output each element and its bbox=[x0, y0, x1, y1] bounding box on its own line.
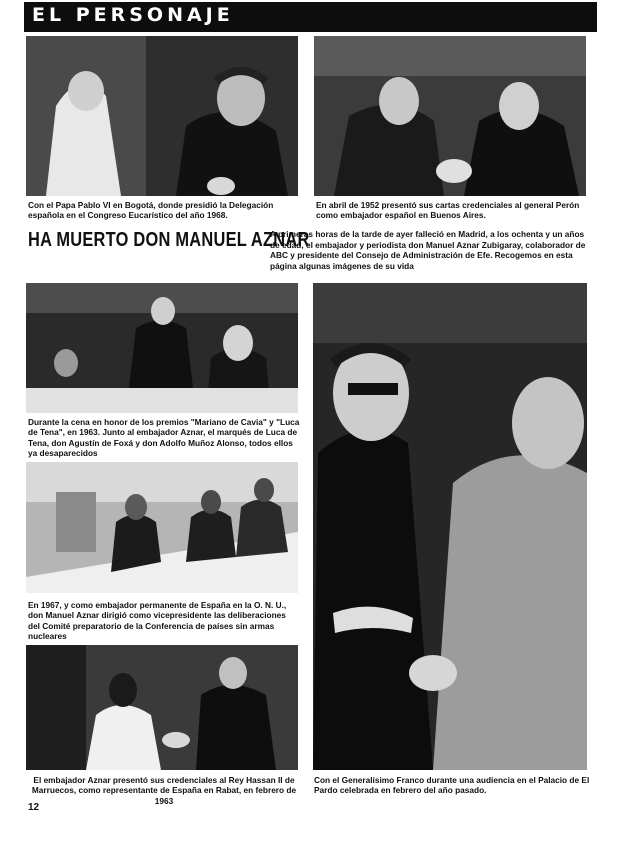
caption-franco: Con el Generalísimo Franco durante una audiencia en el Palacio de El Pardo celebrada en febrero del año pasado. bbox=[314, 775, 590, 796]
section-banner bbox=[24, 2, 597, 32]
photo-un-1967 bbox=[26, 462, 298, 593]
photo-dinner-1963 bbox=[26, 283, 298, 413]
caption-hassan-ii: El embajador Aznar presentó sus credenciales al Rey Hassan II de Marruecos, como representante de España en Rabat, en febrero de 1963 bbox=[31, 775, 297, 806]
article-lead: A primeras horas de la tarde de ayer falleció en Madrid, a los ochenta y un años de edad, el embajador y periodista don Manuel Aznar Zubigaray, colaborador de ABC y presidente del Consejo de Administración de Efe. Recogemos en esta página algunas imágenes de su vida bbox=[270, 229, 586, 271]
page-number: 12 bbox=[28, 802, 40, 813]
caption-un-1967: En 1967, y como embajador permanente de España en la O. N. U., don Manuel Aznar dirigió como vicepresidente las deliberaciones del Comité preparatorio de la Conferencia de países sin armas nucleares bbox=[28, 600, 287, 642]
caption-dinner-1963: Durante la cena en honor de los premios "Mariano de Cavia" y "Luca de Tena", en 1963. Junto al embajador Aznar, el marqués de Luca de Tena, don Agustín de Foxá y don Adolfo Muñoz Alonso, todos ellos ya desaparecidos bbox=[28, 417, 300, 459]
photo-peron bbox=[314, 36, 586, 196]
article-headline: HA MUERTO DON MANUEL AZNAR bbox=[28, 229, 310, 251]
photo-hassan-ii bbox=[26, 645, 298, 770]
caption-pope-bogota: Con el Papa Pablo VI en Bogotá, donde presidió la Delegación española en el Congreso Eucarístico del año 1968. bbox=[28, 200, 274, 221]
section-title: EL PERSONAJE bbox=[32, 4, 234, 26]
caption-peron: En abril de 1952 presentó sus cartas credenciales al general Perón como embajador español en Buenos Aires. bbox=[316, 200, 580, 221]
photo-franco bbox=[313, 283, 587, 770]
photo-pope-bogota bbox=[26, 36, 298, 196]
